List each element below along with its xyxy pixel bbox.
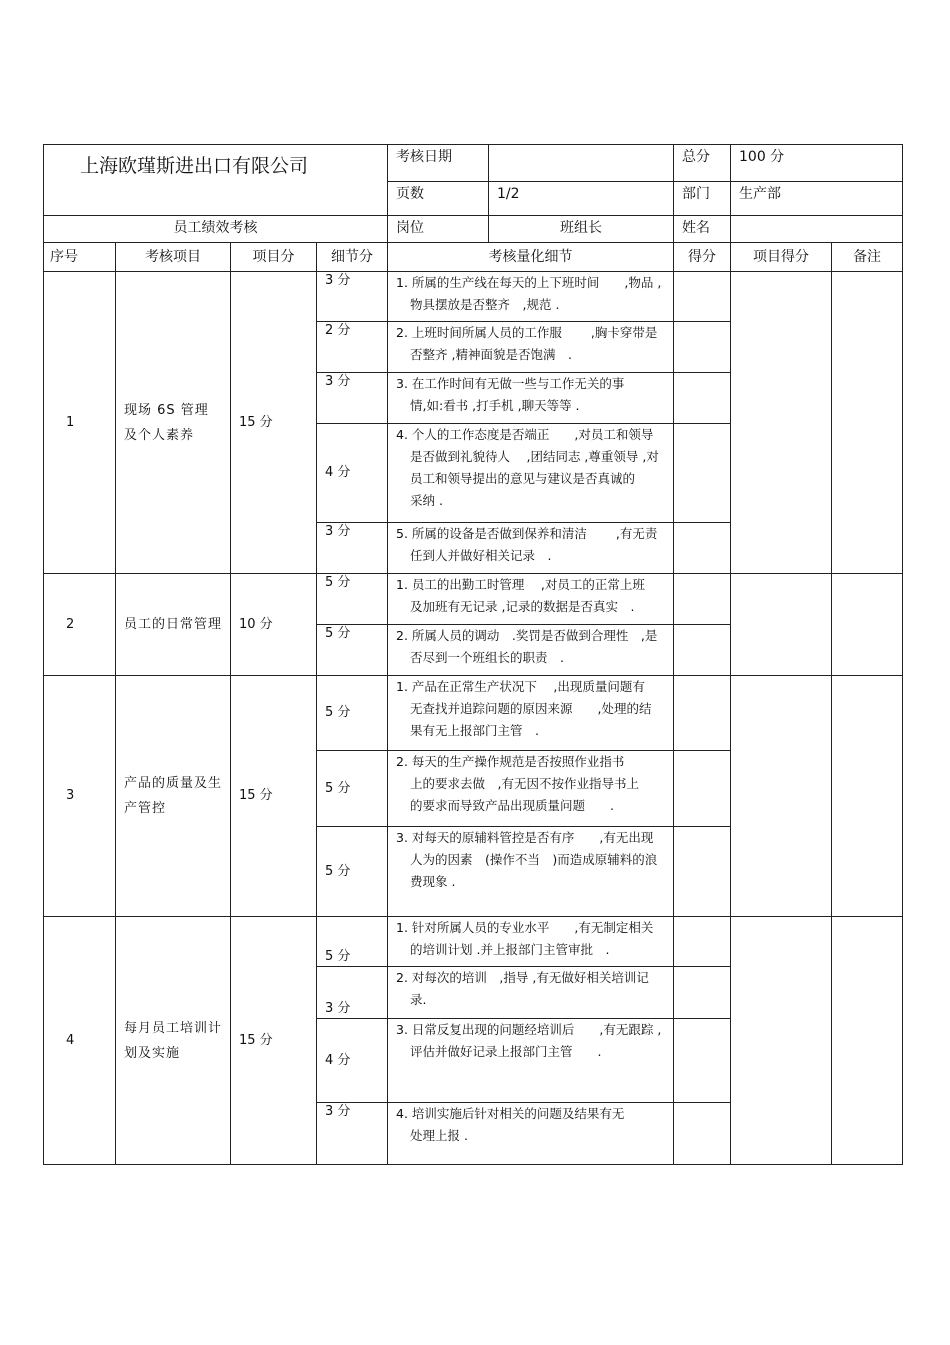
- pages-value: 1/2: [489, 182, 674, 216]
- sub-points: 3 分: [317, 272, 388, 322]
- pages-label: 页数: [388, 182, 489, 216]
- detail-line: 4. 个人的工作态度是否端正 ,对员工和领导: [396, 427, 654, 442]
- detail-line: 4. 培训实施后针对相关的问题及结果有无: [396, 1106, 625, 1121]
- score-input[interactable]: [674, 523, 731, 574]
- detail-line: 2. 所属人员的调动 .奖罚是否做到合理性 ,是: [396, 628, 658, 643]
- sub-points: 5 分: [317, 751, 388, 827]
- item-score-input[interactable]: [731, 676, 832, 917]
- col-seq: 序号: [44, 243, 116, 272]
- detail-line: 处理上报 .: [410, 1128, 468, 1143]
- detail-line: 5. 所属的设备是否做到保养和清洁 ,有无责: [396, 526, 658, 541]
- section-points: 15 分: [231, 272, 317, 574]
- detail-line: 评估并做好记录上报部门主管 .: [410, 1044, 602, 1059]
- dept-label: 部门: [674, 182, 731, 216]
- detail-line: 3. 在工作时间有无做一些与工作无关的事: [396, 376, 625, 391]
- company-name: 上海欧瑾斯进出口有限公司: [44, 145, 388, 216]
- detail-cell: [388, 1103, 674, 1165]
- section-item: 每月员工培训计划及实施: [116, 917, 231, 1165]
- sub-points: 5 分: [317, 917, 388, 967]
- detail-cell: [388, 574, 674, 625]
- detail-cell: [388, 373, 674, 424]
- sub-points: 3 分: [317, 373, 388, 424]
- detail-line: 1. 员工的出勤工时管理 ,对员工的正常上班: [396, 577, 645, 592]
- score-input[interactable]: [674, 322, 731, 373]
- detail-cell: [388, 827, 674, 917]
- sub-points: 4 分: [317, 424, 388, 523]
- dept-value: 生产部: [731, 182, 903, 216]
- date-label: 考核日期: [388, 145, 489, 182]
- detail-line: 的要求而导致产品出现质量问题 .: [410, 798, 614, 813]
- section-number: 1: [44, 272, 116, 574]
- detail-cell: [388, 322, 674, 373]
- detail-line: 2. 上班时间所属人员的工作服 ,胸卡穿带是: [396, 325, 658, 340]
- sub-points: 3 分: [317, 1103, 388, 1165]
- detail-line: 1. 所属的生产线在每天的上下班时间 ,物品 ,: [396, 275, 662, 290]
- detail-line: 2. 每天的生产操作规范是否按照作业指书: [396, 754, 625, 769]
- col-remarks: 备注: [832, 243, 903, 272]
- section-points: 15 分: [231, 676, 317, 917]
- col-item-score: 项目得分: [731, 243, 832, 272]
- detail-line: 的培训计划 .并上报部门主管审批 .: [410, 942, 610, 957]
- detail-line: 上的要求去做 ,有无因不按作业指导书上: [410, 776, 639, 791]
- detail-line: 1. 针对所属人员的专业水平 ,有无制定相关: [396, 920, 654, 935]
- detail-line: 费现象 .: [410, 874, 456, 889]
- name-label: 姓名: [674, 216, 731, 243]
- sub-points: 5 分: [317, 574, 388, 625]
- detail-line: 2. 对每次的培训 ,指导 ,有无做好相关培训记: [396, 970, 649, 985]
- detail-line: 无查找并追踪问题的原因来源 ,处理的结: [410, 701, 652, 716]
- total-label: 总分: [674, 145, 731, 182]
- section-points: 15 分: [231, 917, 317, 1165]
- date-value[interactable]: [489, 145, 674, 182]
- detail-line: 3. 日常反复出现的问题经培训后 ,有无跟踪 ,: [396, 1022, 662, 1037]
- detail-line: 情,如:看书 ,打手机 ,聊天等等 .: [410, 398, 580, 413]
- score-input[interactable]: [674, 967, 731, 1019]
- col-score: 得分: [674, 243, 731, 272]
- remarks-input[interactable]: [832, 676, 903, 917]
- detail-line: 及加班有无记录 ,记录的数据是否真实 .: [410, 599, 635, 614]
- detail-line: 人为的因素 (操作不当 )而造成原辅料的浪: [410, 852, 658, 867]
- detail-cell: [388, 523, 674, 574]
- form-header-table: [43, 144, 903, 243]
- score-input[interactable]: [674, 373, 731, 424]
- detail-line: 采纳 .: [410, 493, 443, 508]
- sub-points: 5 分: [317, 827, 388, 917]
- detail-cell: [388, 424, 674, 523]
- section-points: 10 分: [231, 574, 317, 676]
- col-points: 项目分: [231, 243, 317, 272]
- score-input[interactable]: [674, 917, 731, 967]
- section-number: 2: [44, 574, 116, 676]
- detail-line: 物具摆放是否整齐 ,规范 .: [410, 297, 560, 312]
- detail-line: 否尽到一个班组长的职责 .: [410, 650, 564, 665]
- section-number: 4: [44, 917, 116, 1165]
- detail-line: 果有无上报部门主管 .: [410, 723, 539, 738]
- detail-cell: [388, 917, 674, 967]
- remarks-input[interactable]: [832, 574, 903, 676]
- sub-points: 5 分: [317, 625, 388, 676]
- remarks-input[interactable]: [832, 272, 903, 574]
- score-input[interactable]: [674, 625, 731, 676]
- item-score-input[interactable]: [731, 574, 832, 676]
- form-title: 员工绩效考核: [44, 216, 388, 243]
- score-input[interactable]: [674, 676, 731, 751]
- detail-cell: [388, 1019, 674, 1103]
- section-number: 3: [44, 676, 116, 917]
- detail-line: 是否做到礼貌待人 ,团结同志 ,尊重领导 ,对: [410, 449, 659, 464]
- sub-points: 3 分: [317, 523, 388, 574]
- position-value: 班组长: [489, 216, 674, 243]
- detail-line: 员工和领导提出的意见与建议是否真诚的: [410, 471, 636, 486]
- detail-line: 任到人并做好相关记录 .: [410, 548, 552, 563]
- detail-line: 录.: [410, 992, 427, 1007]
- remarks-input[interactable]: [832, 917, 903, 1165]
- detail-cell: [388, 751, 674, 827]
- table-row: [44, 574, 903, 625]
- col-item: 考核项目: [116, 243, 231, 272]
- item-score-input[interactable]: [731, 917, 832, 1165]
- table-row: [44, 272, 903, 322]
- sub-points: 3 分: [317, 967, 388, 1019]
- detail-cell: [388, 676, 674, 751]
- evaluation-table: [43, 242, 903, 1165]
- detail-cell: [388, 625, 674, 676]
- col-detail: 考核量化细节: [388, 243, 674, 272]
- score-input[interactable]: [674, 751, 731, 827]
- score-input[interactable]: [674, 424, 731, 523]
- score-input[interactable]: [674, 1019, 731, 1103]
- detail-line: 1. 产品在正常生产状况下 ,出现质量问题有: [396, 679, 645, 694]
- position-label: 岗位: [388, 216, 489, 243]
- table-row: [44, 917, 903, 967]
- sub-points: 5 分: [317, 676, 388, 751]
- score-input[interactable]: [674, 272, 731, 322]
- section-item: 现场 6S 管理及个人素养: [116, 272, 231, 574]
- sub-points: 2 分: [317, 322, 388, 373]
- table-row: [44, 676, 903, 751]
- name-value[interactable]: [731, 216, 903, 243]
- score-input[interactable]: [674, 574, 731, 625]
- section-item: 员工的日常管理: [116, 574, 231, 676]
- column-header-row: [44, 243, 903, 272]
- item-score-input[interactable]: [731, 272, 832, 574]
- section-item: 产品的质量及生产管控: [116, 676, 231, 917]
- col-sub-points: 细节分: [317, 243, 388, 272]
- detail-line: 否整齐 ,精神面貌是否饱满 .: [410, 347, 572, 362]
- detail-cell: [388, 967, 674, 1019]
- detail-line: 3. 对每天的原辅料管控是否有序 ,有无出现: [396, 830, 654, 845]
- detail-cell: [388, 272, 674, 322]
- score-input[interactable]: [674, 1103, 731, 1165]
- total-value: 100 分: [731, 145, 903, 182]
- score-input[interactable]: [674, 827, 731, 917]
- sub-points: 4 分: [317, 1019, 388, 1103]
